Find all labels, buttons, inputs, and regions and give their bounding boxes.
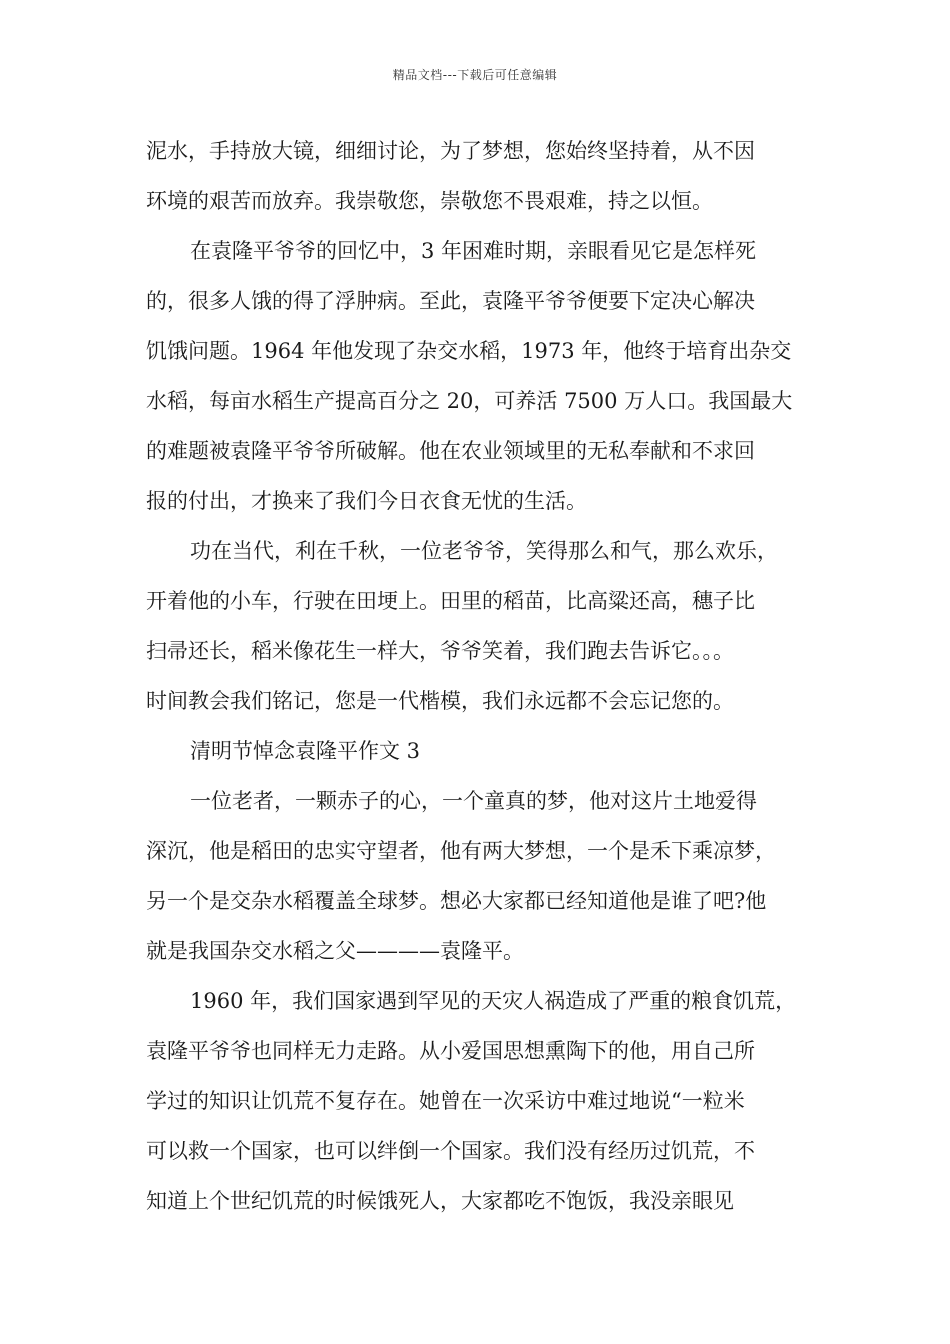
text-line: 知道上个世纪饥荒的时候饿死人，大家都吃不饱饭，我没亲眼见 xyxy=(146,1189,734,1213)
text-line: 就是我国杂交水稻之父————袁隆平。 xyxy=(146,939,524,963)
text-line: 深沉，他是稻田的忠实守望者，他有两大梦想，一个是禾下乘凉梦， xyxy=(146,839,776,863)
text-line: 另一个是交杂水稻覆盖全球梦。想必大家都已经知道他是谁了吧?他 xyxy=(146,889,767,913)
text-line: 的，很多人饿的得了浮肿病。至此，袁隆平爷爷便要下定决心解决 xyxy=(146,289,755,313)
text-line: 开着他的小车，行驶在田埂上。田里的稻苗，比高粱还高，穗子比 xyxy=(146,589,755,613)
section-title: 清明节悼念袁隆平作文 3 xyxy=(190,739,421,763)
page-header: 精品文档---下载后可任意编辑 xyxy=(392,68,558,82)
text-line: 时间教会我们铭记，您是一代楷模，我们永远都不会忘记您的。 xyxy=(146,689,734,713)
paragraph-start-line: 功在当代，利在千秋，一位老爷爷，笑得那么和气，那么欢乐， xyxy=(190,539,778,563)
text-line: 的难题被袁隆平爷爷所破解。他在农业领域里的无私奉献和不求回 xyxy=(146,439,755,463)
paragraph-start-line: 在袁隆平爷爷的回忆中，3 年困难时期，亲眼看见它是怎样死 xyxy=(190,239,757,263)
text-line: 报的付出，才换来了我们今日衣食无忧的生活。 xyxy=(146,489,587,513)
paragraph-start-line: 一位老者，一颗赤子的心，一个童真的梦，他对这片土地爱得 xyxy=(190,789,757,813)
text-line: 可以救一个国家，也可以绊倒一个国家。我们没有经历过饥荒，不 xyxy=(146,1139,755,1163)
text-line: 袁隆平爷爷也同样无力走路。从小爱国思想熏陶下的他，用自己所 xyxy=(146,1039,755,1063)
text-line: 学过的知识让饥荒不复存在。她曾在一次采访中难过地说“一粒米 xyxy=(146,1089,745,1113)
text-line: 环境的艰苦而放弃。我崇敬您，崇敬您不畏艰难，持之以恒。 xyxy=(146,189,713,213)
text-line: 扫帚还长，稻米像花生一样大，爷爷笑着，我们跑去告诉它。。。 xyxy=(146,639,734,663)
text-line: 水稻，每亩水稻生产提高百分之 20，可养活 7500 万人口。我国最大 xyxy=(146,389,793,413)
text-line: 饥饿问题。1964 年他发现了杂交水稻，1973 年，他终于培育出杂交 xyxy=(146,339,792,363)
paragraph-start-line: 1960 年，我们国家遇到罕见的天灾人祸造成了严重的粮食饥荒， xyxy=(190,989,797,1013)
text-line: 泥水，手持放大镜，细细讨论，为了梦想，您始终坚持着，从不因 xyxy=(146,139,755,163)
